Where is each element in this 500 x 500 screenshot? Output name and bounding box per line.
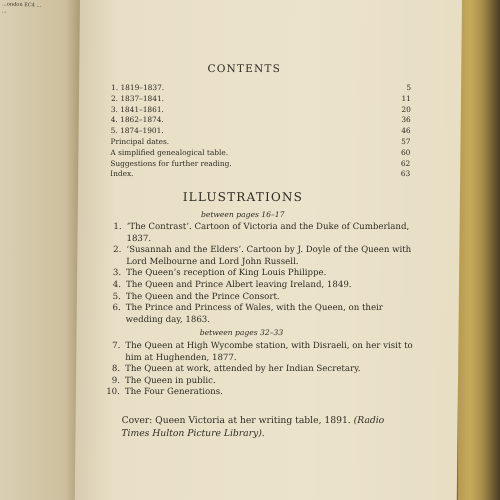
contents-row xyxy=(111,126,411,137)
illustration-number: 9. xyxy=(111,375,121,386)
illustration-caption: The Queen at High Wycombe station, with Disraeli, on her visit to him at Hughenden, 1877. xyxy=(125,341,413,363)
contents-row xyxy=(110,148,410,159)
contents-row xyxy=(110,169,410,180)
contents-row xyxy=(110,159,410,170)
illustration-item xyxy=(106,376,416,388)
illustration-item xyxy=(107,245,417,268)
contents-heading: CONTENTS xyxy=(207,63,282,75)
left-page-text: ...ondon EC4 ... ... xyxy=(1,1,42,15)
illustration-caption: The Queen and the Prince Consort. xyxy=(125,291,280,302)
contents-list xyxy=(110,83,411,180)
illustration-caption: The Queen and Prince Albert leaving Ireland, 1849. xyxy=(125,279,352,290)
contents-row xyxy=(111,115,411,126)
contents-row-label: 4. 1862–1874. xyxy=(110,115,164,125)
illustration-item xyxy=(107,222,417,245)
illustration-number: 5. xyxy=(112,291,121,302)
contents-row-page: 63 xyxy=(400,169,411,179)
cover-credit: (Radio Times Hulton Picture Library). xyxy=(121,415,385,439)
illustrations-list-1 xyxy=(107,222,418,326)
contents-row-label: Index. xyxy=(110,169,134,179)
contents-row-label: Principal dates. xyxy=(110,136,170,146)
illustration-item xyxy=(106,341,416,364)
contents-row-page: 60 xyxy=(400,147,411,157)
illustration-item xyxy=(107,292,417,304)
illustration-number: 2. xyxy=(113,245,122,256)
contents-row xyxy=(111,83,411,94)
contents-row-page: 46 xyxy=(401,126,411,136)
cover-note xyxy=(121,414,411,440)
contents-row-page: 57 xyxy=(401,136,411,146)
illustration-item xyxy=(107,303,417,326)
section-heading-2: between pages 32–33 xyxy=(199,328,284,337)
contents-row-label: Suggestions for further reading. xyxy=(110,158,232,168)
illustration-number: 8. xyxy=(111,364,121,375)
illustration-caption: The Prince and Princess of Wales, with the Queen, on their wedding day, 1863. xyxy=(125,303,383,325)
contents-row-label: A simplified genealogical table. xyxy=(110,147,229,157)
illustration-number: 6. xyxy=(112,303,121,314)
contents-row-page: 11 xyxy=(401,93,412,103)
book-cover-edge xyxy=(458,0,500,500)
illustration-number: 3. xyxy=(112,268,122,279)
cover-text: Cover: Queen Victoria at her writing table, 1891. xyxy=(121,415,351,426)
illustrations-heading: ILLUSTRATIONS xyxy=(182,190,304,204)
contents-row-label: 2. 1837–1841. xyxy=(110,93,165,103)
contents-row xyxy=(111,105,411,116)
illustration-number: 4. xyxy=(112,279,122,290)
illustration-caption: The Queen in public. xyxy=(124,375,216,386)
contents-row-page: 20 xyxy=(401,104,411,114)
left-page xyxy=(0,0,84,500)
illustration-caption: The Four Generations. xyxy=(124,387,223,398)
section-heading-1: between pages 16–17 xyxy=(201,210,285,219)
illustration-number: 1. xyxy=(113,222,122,232)
illustration-item xyxy=(107,280,417,292)
right-page xyxy=(75,0,462,500)
illustrations-list-2 xyxy=(106,341,417,399)
illustration-caption: The Queen’s reception of King Louis Philippe. xyxy=(126,268,327,279)
illustration-item xyxy=(106,387,416,399)
illustration-number: 7. xyxy=(112,341,121,351)
contents-row xyxy=(110,137,410,148)
illustration-caption: The Queen at work, attended by her Indian Secretary. xyxy=(125,364,361,375)
illustration-caption: ‘The Contrast’. Cartoon of Victoria and the Duke of Cumberland, 1837. xyxy=(126,222,410,244)
illustration-item xyxy=(106,364,416,376)
contents-row-page: 62 xyxy=(400,158,411,168)
illustration-item xyxy=(107,268,417,280)
contents-row-page: 36 xyxy=(401,115,411,125)
illustration-number: 10. xyxy=(106,387,120,398)
contents-row-label: 5. 1874–1901. xyxy=(110,126,164,136)
contents-row-label: 1. 1819–1837. xyxy=(111,83,165,92)
contents-row-label: 3. 1841–1861. xyxy=(110,104,164,114)
illustration-caption: ‘Susannah and the Elders’. Cartoon by J. Doyle of the Queen with Lord Melbourne and Lord John Russell. xyxy=(126,245,412,267)
contents-row xyxy=(111,94,411,105)
contents-row-page: 5 xyxy=(406,83,412,92)
